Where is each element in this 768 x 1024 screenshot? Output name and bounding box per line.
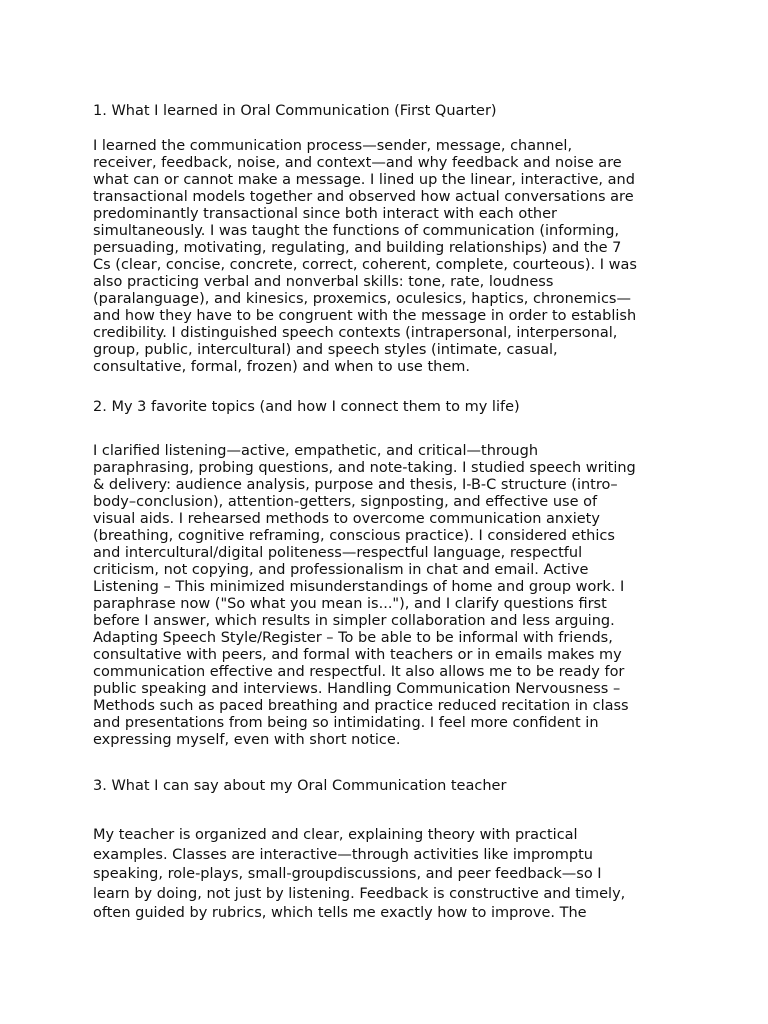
text-line: I learned the communication process—sender, message, channel,: [93, 138, 573, 154]
document-body: [93, 103, 683, 924]
section-2-heading: 2. My 3 favorite topics (and how I connect them to my life): [93, 399, 520, 415]
text-line: group, public, intercultural) and speech styles (intimate, casual,: [93, 342, 558, 358]
section-3-heading: 3. What I can say about my Oral Communication teacher: [93, 778, 507, 794]
text-line: Listening – This minimized misunderstandings of home and group work. I: [93, 579, 625, 595]
text-line: before I answer, which results in simpler collaboration and less arguing.: [93, 613, 615, 629]
text-line: I clarified listening—active, empathetic, and critical—through: [93, 443, 539, 459]
text-line: visual aids. I rehearsed methods to overcome communication anxiety: [93, 511, 600, 527]
text-line: simultaneously. I was taught the functions of communication (informing,: [93, 223, 620, 239]
text-line: (breathing, cognitive reframing, conscious practice). I considered ethics: [93, 528, 615, 544]
text-line: predominantly transactional since both interact with each other: [93, 206, 557, 222]
text-line: (paralanguage), and kinesics, proxemics, oculesics, haptics, chronemics—: [93, 291, 631, 307]
section-1-heading: 1. What I learned in Oral Communication (First Quarter): [93, 103, 497, 119]
text-line: body–conclusion), attention-getters, signposting, and effective use of: [93, 494, 598, 510]
text-line: & delivery: audience analysis, purpose and thesis, I-B-C structure (intro–: [93, 477, 618, 493]
text-line: credibility. I distinguished speech contexts (intrapersonal, interpersonal,: [93, 325, 618, 341]
text-line: consultative, formal, frozen) and when to use them.: [93, 359, 470, 375]
text-line: paraphrase now ("So what you mean is..."), and I clarify questions first: [93, 596, 607, 612]
section-2-paragraph: [93, 443, 693, 749]
text-line: criticism, not copying, and professionalism in chat and email. Active: [93, 562, 589, 578]
text-line: often guided by rubrics, which tells me exactly how to improve. The: [93, 905, 587, 922]
text-line: transactional models together and observed how actual conversations are: [93, 189, 634, 205]
text-line: and how they have to be congruent with the message in order to establish: [93, 308, 637, 324]
text-line: public speaking and interviews. Handling Communication Nervousness –: [93, 681, 621, 697]
text-line: also practicing verbal and nonverbal skills: tone, rate, loudness: [93, 274, 554, 290]
text-line: speaking, role-plays, small-groupdiscussions, and peer feedback—so I: [93, 866, 602, 883]
section-1-paragraph: [93, 138, 693, 376]
text-line: consultative with peers, and formal with teachers or in emails makes my: [93, 647, 622, 663]
text-line: persuading, motivating, regulating, and building relationships) and the 7: [93, 240, 622, 256]
text-line: learn by doing, not just by listening. Feedback is constructive and timely,: [93, 885, 626, 902]
text-line: My teacher is organized and clear, explaining theory with practical: [93, 827, 578, 843]
text-line: Methods such as paced breathing and practice reduced recitation in class: [93, 698, 629, 714]
text-line: communication effective and respectful. It also allows me to be ready for: [93, 664, 625, 680]
text-line: examples. Classes are interactive—through activities like impromptu: [93, 846, 593, 863]
text-line: paraphrasing, probing questions, and note-taking. I studied speech writing: [93, 460, 636, 476]
section-3-paragraph: [93, 826, 693, 924]
text-line: Cs (clear, concise, concrete, correct, coherent, complete, courteous). I was: [93, 257, 637, 273]
text-line: and presentations from being so intimidating. I feel more confident in: [93, 715, 599, 731]
text-line: what can or cannot make a message. I lined up the linear, interactive, and: [93, 172, 635, 188]
text-line: expressing myself, even with short notice.: [93, 732, 401, 748]
text-line: and intercultural/digital politeness—respectful language, respectful: [93, 545, 583, 561]
text-line: receiver, feedback, noise, and context—and why feedback and noise are: [93, 155, 622, 171]
text-line: Adapting Speech Style/Register – To be able to be informal with friends,: [93, 630, 613, 646]
